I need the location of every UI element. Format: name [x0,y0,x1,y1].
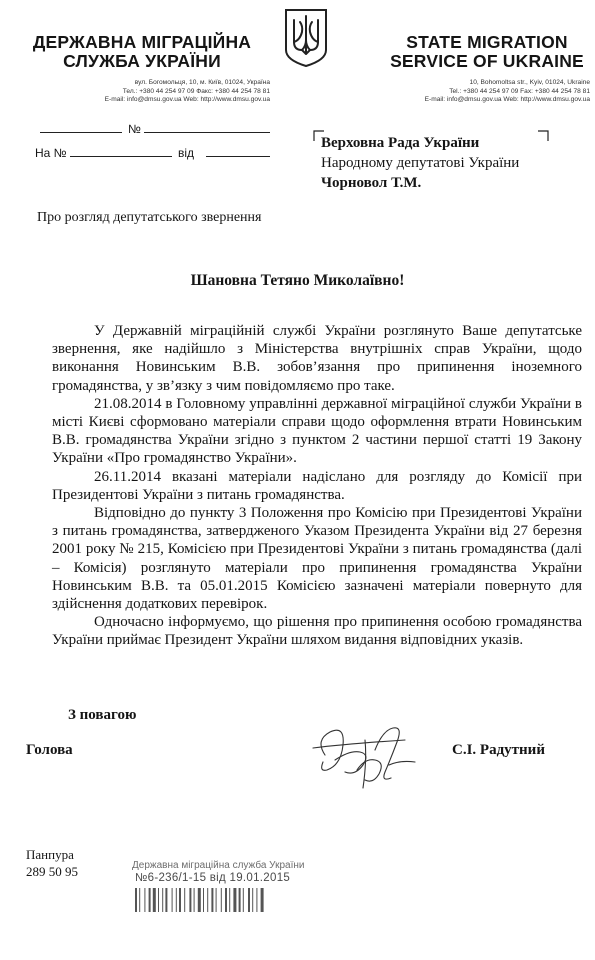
recipient-title: Народному депутатові України [321,155,520,171]
registration-number: №6-236/1-15 від 19.01.2015 [135,872,291,884]
barcode-bar [243,888,244,912]
incoming-number-blank [70,156,172,157]
barcode-bar [252,888,253,912]
barcode-bar [158,888,159,912]
recipient-institution: Верховна Рада України [321,135,480,151]
barcode-bar [176,888,177,912]
executor-block [26,846,78,880]
stamp-organisation: Державна міграційна служба України [132,860,305,871]
signatory-name: С.І. Радутний [452,742,545,758]
number-label: № [128,122,141,136]
barcode-bar [229,888,230,912]
body-paragraph: У Державній міграційній службі України розглянуто Ваше депутатське звернення, яке надійшло з Міністерства внутрішніх справ України, щодо виконання Новинським В.В. зобов’язання про припинення іноземного громадянства, у зв’язку з чим повідомляємо про таке. [52,323,582,394]
handwritten-signature [305,710,425,795]
barcode-bar [198,888,201,912]
barcode-bar [261,888,264,912]
org-name-line-2: SERVICE OF UKRAINE [390,51,584,71]
outgoing-number-blank [144,132,270,133]
barcode-bar [194,888,195,912]
recipient-name: Чорновол Т.М. [321,175,422,191]
barcode-bar [144,888,145,912]
barcode-bar [256,888,257,912]
executor-name: Панпура [26,847,74,862]
barcode-bar [172,888,173,912]
on-number-label: На № [35,146,67,160]
barcode-bar [139,888,140,912]
org-name-line-1: STATE MIGRATION [406,32,568,52]
org-name-english [382,33,592,71]
address-line: вул. Богомольця, 10, м. Київ, 01024, Україна [134,79,270,86]
barcode-bar [135,888,137,912]
phone-line: Тел.: +380 44 254 97 09 Факс: +380 44 254 78 81 [122,87,270,95]
barcode-bar [179,888,181,912]
barcode-bar [221,888,222,912]
barcode-bar [211,888,213,912]
address-corner-mark [537,130,549,142]
recipient-block [321,133,519,193]
org-name-line-2: СЛУЖБА УКРАЇНИ [63,51,221,71]
outgoing-date-blank [40,132,122,133]
signatory-position: Голова [26,742,73,758]
letter-body [52,322,582,650]
org-address-ukrainian [50,79,270,105]
date-label: від [178,146,195,160]
tryzub-icon [283,8,329,68]
body-paragraph: 21.08.2014 в Головному управлінні державної міграційної служби України в місті Києві сформовано матеріали справи щодо оформлення втрати Новинським В.В. громадянства України згідно з пунктом 2 частини першої статті 19 Закону України «Про громадянство України». [52,395,582,467]
phone-line: Tel.: +380 44 254 97 09 Fax: +380 44 254 78 81 [449,87,590,95]
barcode-bar [225,888,227,912]
barcode-bar [203,888,204,912]
barcode-bar [233,888,236,912]
barcode-bar [149,888,151,912]
executor-phone: 289 50 95 [26,864,78,879]
email-line: E-mail: info@dmsu.gov.ua Web: http://www.dmsu.gov.ua [104,96,270,104]
org-name-line-1: ДЕРЖАВНА МІГРАЦІЙНА [32,32,252,52]
closing-regards: З повагою [68,707,137,723]
org-address-english [390,79,590,105]
org-name-ukrainian [22,33,262,71]
letter-subject: Про розгляд депутатського звернення [37,210,262,225]
body-paragraph: Одночасно інформуємо, що рішення про припинення особою громадянства України приймає Президент України шляхом видання відповідних указів. [52,614,582,649]
email-line: E-mail: info@dmsu.gov.ua Web: http://www.dmsu.gov.ua [424,96,590,104]
barcode-bar [216,888,217,912]
letter-greeting: Шановна Тетяно Миколаївно! [190,272,405,289]
body-paragraph: Відповідно до пункту 3 Положення про Комісію при Президентові України з питань громадянства, затвердженого Указом Президента України від 27 березня 2001 року № 215, Комісією при Президентові України з питань громадянства (далі – Комісія) розглянуто матеріали про припинення громадянства України Новинським В.В. та 05.01.2015 Комісією зазначені матеріали повернуто для здійснення додаткових перевірок. [52,505,582,613]
barcode-bar [248,888,250,912]
address-line: 10, Bohomoltsa str., Kyiv, 01024, Ukraine [469,79,590,86]
barcode-bar [207,888,208,912]
registration-barcode [135,888,300,912]
barcode-bar [189,888,191,912]
barcode-bar [153,888,156,912]
body-paragraph: 26.11.2014 вказані матеріали надіслано для розгляду до Комісії при Президентові України з питань громадянства. [52,468,582,503]
incoming-date-blank [206,156,270,157]
barcode-bar [239,888,241,912]
barcode-bar [184,888,185,912]
barcode-bar [165,888,167,912]
barcode-bar [162,888,163,912]
